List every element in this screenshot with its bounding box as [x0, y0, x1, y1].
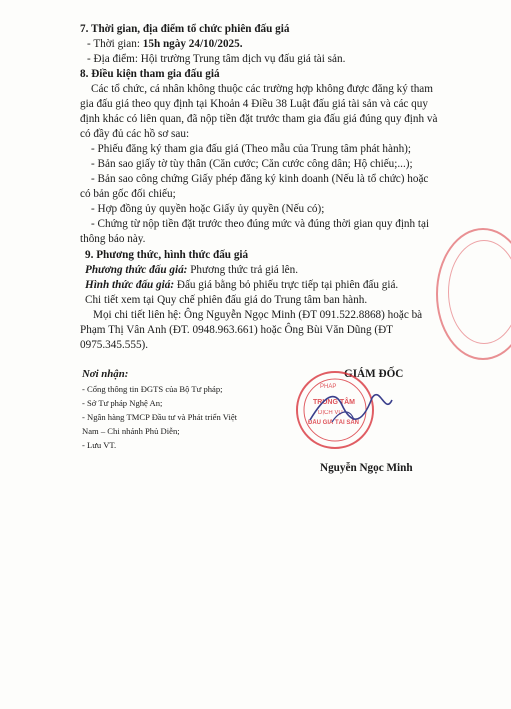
recipient-item: - Cổng thông tin ĐGTS của Bộ Tư pháp; — [82, 384, 223, 394]
official-stamp — [280, 360, 405, 460]
contact-line: Mọi chi tiết liên hệ: Ông Nguyễn Ngọc Minh (ĐT 091.522.8868) hoặc bà — [93, 309, 423, 321]
stamp-text: ĐẤU GIÁ TÀI SẢN — [308, 420, 359, 426]
intro-line: Các tổ chức, cá nhân không thuộc các trường hợp không được đăng ký tham — [91, 83, 433, 95]
recipient-item: - Lưu VT. — [82, 440, 117, 450]
stamp-text: PHÁP — [320, 384, 337, 390]
detail-line: Chi tiết xem tại Quy chế phiên đấu giá do Trung tâm ban hành. — [85, 294, 368, 306]
contact-line: Phạm Thị Vân Anh (ĐT. 0948.963.661) hoặc Ông Bùi Văn Dũng (ĐT — [80, 324, 394, 336]
place-line — [87, 53, 345, 66]
stamp-text: TRUNG TÂM — [313, 399, 355, 406]
stamp-text: DỊCH VỤ — [318, 410, 343, 416]
list-item: có bản gốc đối chiếu; — [80, 188, 176, 200]
signer-name: Nguyễn Ngọc Minh — [320, 462, 413, 474]
list-item: thông báo này. — [80, 233, 146, 245]
list-item: - Chứng từ nộp tiền đặt trước theo đúng mức và đúng thời gian quy định tại — [91, 218, 430, 230]
time-line — [87, 38, 243, 51]
time-value: 15h ngày 24/10/2025. — [142, 38, 243, 50]
method-value: Phương thức trả giá lên. — [187, 264, 299, 276]
place-label: - Địa điểm: — [87, 53, 141, 65]
recipients-title: Nơi nhận: — [82, 368, 129, 380]
recipient-item: - Ngân hàng TMCP Đầu tư và Phát triển Việt — [82, 412, 238, 422]
time-label: - Thời gian: — [87, 38, 143, 50]
signature-position: GIÁM ĐỐC — [344, 368, 404, 380]
form-line — [85, 279, 398, 292]
list-item: - Hợp đồng ủy quyền hoặc Giấy ủy quyền (Nếu có); — [91, 203, 325, 215]
recipient-item: - Sở Tư pháp Nghệ An; — [82, 398, 163, 408]
partial-stamp-inner-ring — [448, 240, 511, 344]
list-item: - Phiếu đăng ký tham gia đấu giá (Theo mẫu của Trung tâm phát hành); — [91, 143, 412, 155]
form-label: Hình thức đấu giá: — [85, 279, 175, 291]
list-item: - Bản sao công chứng Giấy phép đăng ký kinh doanh (Nếu là tổ chức) hoặc — [91, 173, 429, 185]
intro-line: có đầy đủ các hồ sơ sau: — [80, 128, 190, 140]
method-line — [85, 264, 298, 277]
contact-line: 0975.345.555). — [80, 339, 149, 351]
recipient-item: Nam – Chi nhánh Phủ Diễn; — [82, 426, 180, 436]
intro-line: gia đấu giá theo quy định tại Khoản 4 Điều 38 Luật đấu giá tài sản và các quy — [80, 98, 428, 110]
section-8-title: 8. Điều kiện tham gia đấu giá — [80, 68, 220, 80]
intro-line: định khác có liên quan, đã nộp tiền đặt trước tham gia đấu giá đúng quy định và — [80, 113, 438, 125]
method-label: Phương thức đấu giá: — [85, 264, 188, 276]
place-value: Hội trường Trung tâm dịch vụ đấu giá tài sản. — [140, 53, 346, 65]
list-item: - Bản sao giấy tờ tùy thân (Căn cước; Căn cước công dân; Hộ chiếu;...); — [91, 158, 413, 170]
form-value: Đấu giá bằng bỏ phiếu trực tiếp tại phiên đấu giá. — [174, 279, 399, 291]
section-9-title: 9. Phương thức, hình thức đấu giá — [85, 249, 249, 261]
section-7-title: 7. Thời gian, địa điểm tổ chức phiên đấu giá — [80, 23, 290, 35]
